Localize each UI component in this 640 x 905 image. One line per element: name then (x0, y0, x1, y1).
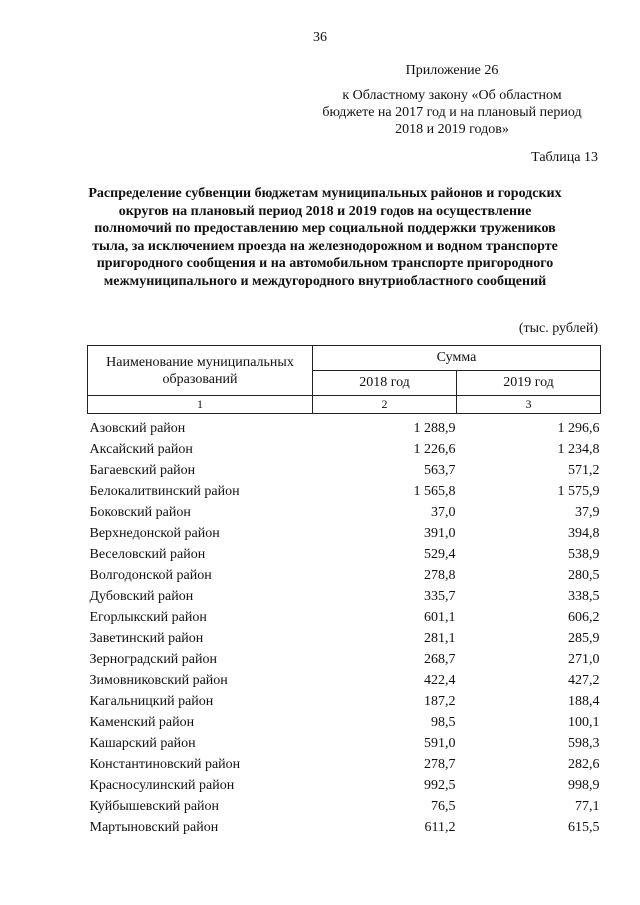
page-number: 36 (313, 30, 327, 45)
header-year-2018: 2018 год (313, 371, 457, 396)
value-2018: 529,4 (424, 547, 456, 562)
table-row (88, 439, 601, 460)
value-2019: 282,6 (568, 757, 600, 772)
district-name: Кашарский район (89, 736, 196, 751)
table-body (88, 414, 601, 839)
value-2019: 606,2 (568, 610, 600, 625)
value-2018: 591,0 (424, 736, 456, 751)
header-year-2019: 2019 год (457, 371, 601, 396)
appendix-note (322, 62, 582, 138)
value-2019: 998,9 (568, 778, 600, 793)
value-2018: 76,5 (431, 799, 456, 814)
table-row (88, 691, 601, 712)
value-2019: 271,0 (568, 652, 600, 667)
district-name: Аксайский район (89, 442, 193, 457)
value-2019: 1 234,8 (557, 442, 600, 457)
value-2019: 1 296,6 (557, 421, 600, 436)
table-row (88, 481, 601, 502)
table-row (88, 460, 601, 481)
table-row (88, 607, 601, 628)
value-2019: 100,1 (568, 715, 600, 730)
appendix-title: Приложение 26 (405, 63, 499, 78)
table-row (88, 586, 601, 607)
district-name: Веселовский район (89, 547, 206, 562)
value-2019: 285,9 (568, 631, 600, 646)
value-2018: 37,0 (431, 505, 456, 520)
table-row (88, 565, 601, 586)
value-2019: 280,5 (568, 568, 600, 583)
table-row (88, 712, 601, 733)
district-name: Егорлыкский район (89, 610, 207, 625)
district-name: Дубовский район (89, 589, 194, 604)
district-name: Заветинский район (89, 631, 204, 646)
district-name: Мартыновский район (89, 820, 219, 835)
value-2019: 338,5 (568, 589, 600, 604)
value-2018: 1 565,8 (413, 484, 456, 499)
value-2018: 268,7 (424, 652, 456, 667)
table-label: Таблица 13 (531, 150, 598, 165)
value-2018: 281,1 (424, 631, 456, 646)
header-sum: Сумма (313, 346, 601, 371)
data-table (87, 345, 601, 838)
value-2018: 992,5 (424, 778, 456, 793)
table-row (88, 523, 601, 544)
value-2019: 77,1 (575, 799, 600, 814)
table-row (88, 628, 601, 649)
value-2018: 422,4 (424, 673, 456, 688)
district-name: Кагальницкий район (89, 694, 214, 709)
value-2019: 394,8 (568, 526, 600, 541)
header-col-number: 1 (88, 396, 313, 414)
table-row (88, 775, 601, 796)
value-2018: 563,7 (424, 463, 456, 478)
value-2018: 611,2 (424, 820, 456, 835)
header-col-number: 3 (457, 396, 601, 414)
table-row (88, 649, 601, 670)
value-2018: 187,2 (424, 694, 456, 709)
value-2019: 37,9 (575, 505, 600, 520)
district-name: Азовский район (89, 421, 186, 436)
district-name: Куйбышевский район (89, 799, 220, 814)
value-2019: 1 575,9 (557, 484, 600, 499)
table-row (88, 754, 601, 775)
value-2018: 278,8 (424, 568, 456, 583)
district-name: Багаевский район (89, 463, 196, 478)
district-name: Верхнедонской район (89, 526, 220, 541)
header-name: Наименование муниципальных образований (88, 346, 313, 396)
value-2018: 1 226,6 (413, 442, 456, 457)
appendix-text: к Областному закону «Об областном бюджете на 2017 год и на плановый период 2018 и 2019 годов» (322, 88, 582, 137)
document-title: Распределение субвенции бюджетам муниципальных районов и городских округов на плановый период 2018 и 2019 годов на осуществление полномочий по предоставлению мер социальной поддержки тружеников тыла, за исключением проезда на железнодорожном и водном транспорте пригородного сообщения и на автомобильном транспорте пригородного межмуниципального и междугородного внутриобластного сообщений (88, 186, 562, 289)
district-name: Зимовниковский район (89, 673, 228, 688)
district-name: Боковский район (89, 505, 191, 520)
district-name: Красносулинский район (89, 778, 235, 793)
table-row (88, 670, 601, 691)
value-2019: 188,4 (568, 694, 600, 709)
value-2019: 538,9 (568, 547, 600, 562)
district-name: Волгодонской район (89, 568, 212, 583)
district-name: Каменский район (89, 715, 195, 730)
table-row (88, 817, 601, 838)
header-col-number: 2 (313, 396, 457, 414)
value-2018: 278,7 (424, 757, 456, 772)
district-name: Белокалитвинский район (89, 484, 240, 499)
value-2019: 615,5 (568, 820, 600, 835)
value-2018: 391,0 (424, 526, 456, 541)
units-label: (тыс. рублей) (518, 321, 598, 336)
table-header (88, 346, 601, 414)
table-row (88, 796, 601, 817)
table-row (88, 733, 601, 754)
table-row (88, 414, 601, 440)
value-2019: 427,2 (568, 673, 600, 688)
value-2018: 1 288,9 (413, 421, 456, 436)
table-row (88, 544, 601, 565)
value-2019: 598,3 (568, 736, 600, 751)
value-2019: 571,2 (568, 463, 600, 478)
table-row (88, 502, 601, 523)
value-2018: 601,1 (424, 610, 456, 625)
value-2018: 335,7 (424, 589, 456, 604)
district-name: Константиновский район (89, 757, 241, 772)
value-2018: 98,5 (431, 715, 456, 730)
district-name: Зерноградский район (89, 652, 217, 667)
